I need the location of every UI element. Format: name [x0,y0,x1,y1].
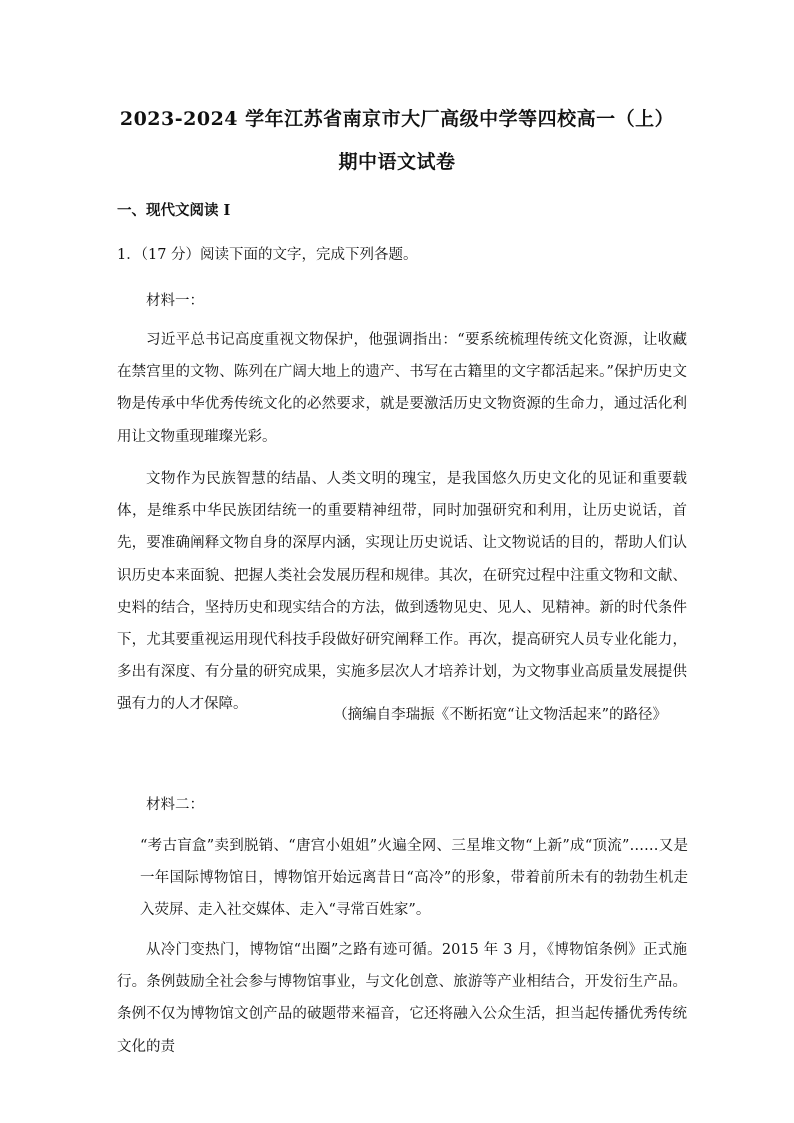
material1-paragraph2: 文物作为民族智慧的结晶、人类文明的瑰宝，是我国悠久历史文化的见证和重要载体，是维系中华民族团结统一的重要精神纽带，同时加强研究和利用，让历史说话，首先，要准确阐释文物自身的深厚内涵，实现让历史说话、让文物说话的目的，帮助人们认识历史本来面貌、把握人类社会发展历程和规律。其次，在研究过程中注重文物和文献、史料的结合，坚持历史和现实结合的方法，做到透物见史、见人、见精神。新的时代条件下，尤其要重视运用现代科技手段做好研究阐释工作。再次，提高研究人员专业化能力，多出有深度、有分量的研究成果，实施多层次人才培养计划，为文物事业高质量发展提供强有力的人才保障。 [117,471,687,713]
question-prompt: 1．（17 分）阅读下面的文字，完成下列各题。 [117,247,418,263]
material1-label: 材料一： [146,293,204,309]
material2-paragraph2: 从冷门变热门，博物馆“出圈”之路有迹可循。2015 年 3 月，《博物馆条例》正式施行。条例鼓励全社会参与博物馆事业，与文化创意、旅游等产业相结合，开发衍生产品。条例不仅为博物馆文创产品的破题带来福音，它还将融入公众生活，担当起传播优秀传统文化的责 [117,942,687,1055]
material2-paragraph1: “考古盲盒”卖到脱销、“唐宫小姐姐”火遍全网、三星堆文物“上新”成“顶流”……又是一年国际博物馆日，博物馆开始远离昔日“高冷”的形象，带着前所未有的勃勃生机走入荧屏、走入社交媒体、走入“寻常百姓家”。 [140,838,688,919]
exam-title-line2: 期中语文试卷 [338,151,456,173]
section-heading: 一、现代文阅读 I [117,202,231,219]
material1-source: （摘编自李瑞振《不断拓宽“让文物活起来”的路径》 [333,707,667,723]
material1-paragraph1: 习近平总书记高度重视文物保护，他强调指出：“要系统梳理传统文化资源，让收藏在禁宫里的文物、陈列在广阔大地上的遗产、书写在古籍里的文字都活起来。”保护历史文物是传承中华优秀传统文化的必然要求，就是要激活历史文物资源的生命力，通过活化利用让文物重现璀璨光彩。 [117,332,687,445]
exam-title-line1: 2023-2024 学年江苏省南京市大厂高级中学等四校高一（上） [119,108,675,130]
material2-label: 材料二： [146,797,204,813]
